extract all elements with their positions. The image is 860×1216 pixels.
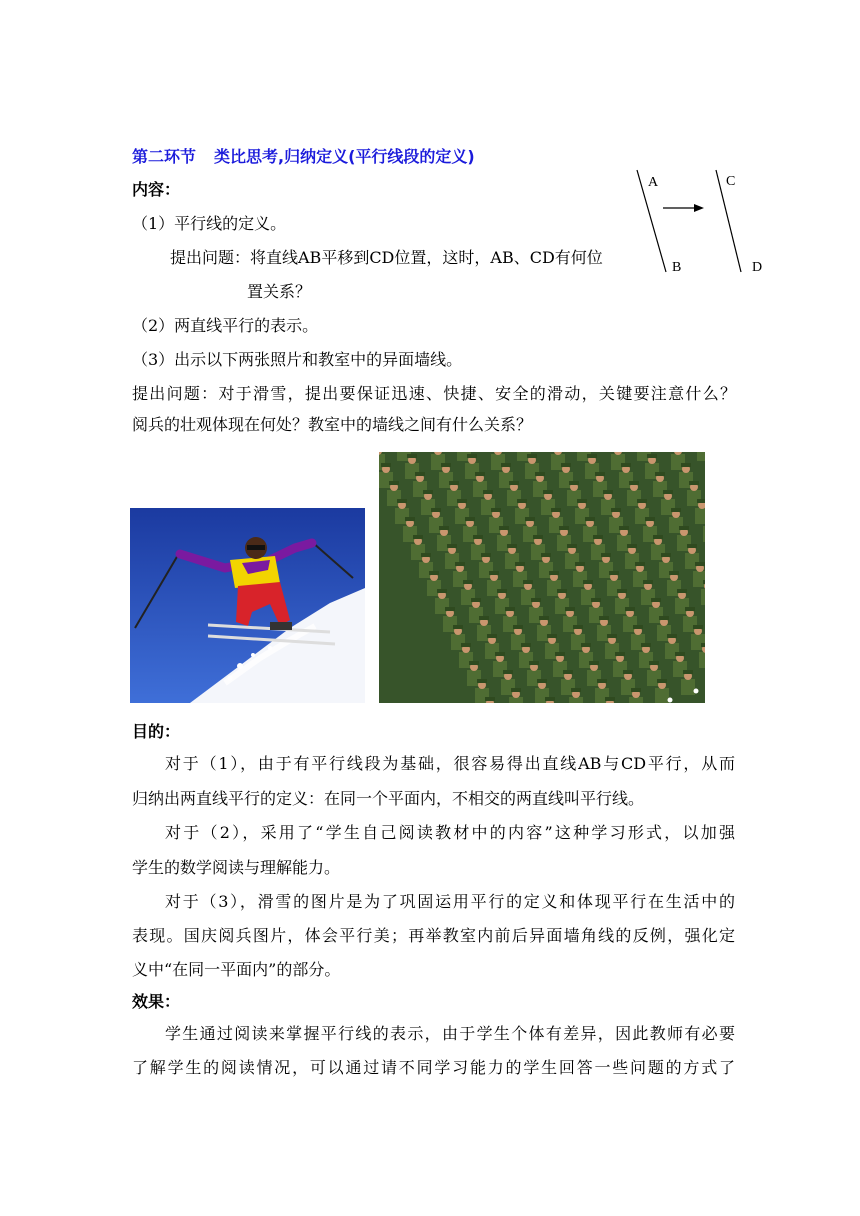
translation-diagram (628, 164, 778, 284)
question2-line-2: 阅兵的壮观体现在何处？教室中的墙线之间有什么关系？ (132, 415, 533, 434)
item-1: （1）平行线的定义。 (132, 214, 287, 233)
content-label: 内容： (132, 180, 181, 199)
purpose-p1-line-2: 归纳出两直线平行的定义：在同一个平面内，不相交的两直线叫平行线。 (132, 789, 645, 808)
label-d: D (752, 260, 763, 275)
effect-line-1: 学生通过阅读来掌握平行线的表示，由于学生个体有差异，因此教师有必要 (165, 1024, 735, 1043)
section-heading (132, 145, 475, 169)
item-3: （3）出示以下两张照片和教室中的异面墙线。 (132, 350, 463, 369)
purpose-label: 目的： (132, 722, 181, 741)
skier-photo (130, 508, 365, 703)
label-c: C (726, 174, 736, 189)
purpose-p1-line-1: 对于（1），由于有平行线段为基础，很容易得出直线AB与CD平行，从而 (165, 754, 735, 773)
effect-line-2: 了解学生的阅读情况，可以通过请不同学习能力的学生回答一些问题的方式了 (132, 1058, 735, 1077)
label-a: A (648, 175, 659, 190)
purpose-p3-line-1: 对于（3），滑雪的图片是为了巩固运用平行的定义和体现平行在生活中的 (165, 892, 735, 911)
question-line-2: 置关系？ (247, 282, 312, 301)
parade-photo (379, 452, 705, 703)
purpose-p2-line-2: 学生的数学阅读与理解能力。 (132, 858, 341, 877)
question-line-1: 提出问题：将直线AB平移到CD位置，这时，AB、CD有何位 (170, 248, 603, 267)
purpose-p3-line-2: 表现。国庆阅兵图片，体会平行美；再举教室内前后异面墙角线的反例，强化定 (132, 926, 735, 945)
item-2: （2）两直线平行的表示。 (132, 316, 319, 335)
purpose-p3-line-3: 义中“在同一平面内”的部分。 (132, 960, 341, 979)
heading-number: 第二环节 (132, 147, 197, 166)
translate-arrow-head (694, 204, 704, 212)
purpose-p2-line-1: 对于（2），采用了“学生自己阅读教材中的内容”这种学习形式，以加强 (165, 823, 735, 842)
effect-label: 效果： (132, 992, 181, 1011)
heading-text: 类比思考,归纳定义(平行线段的定义) (214, 147, 475, 166)
question2-line-1: 提出问题：对于滑雪，提出要保证迅速、快捷、安全的滑动，关键要注意什么？ (132, 384, 736, 403)
label-b: B (672, 260, 682, 275)
